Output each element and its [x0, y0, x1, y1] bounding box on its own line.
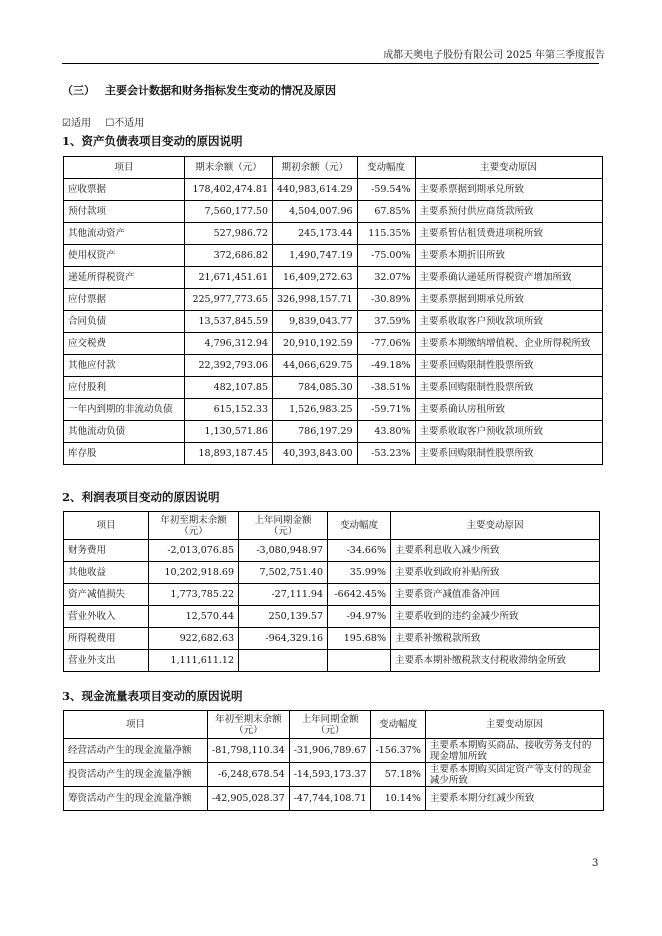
current-value-cell: -2,013,076.85 — [149, 540, 239, 562]
current-value-cell: 225,977,773.65 — [185, 289, 273, 311]
item-cell: 使用权资产 — [64, 245, 185, 267]
applicable-checkbox[interactable]: ☑适用 — [62, 118, 91, 129]
prior-value-cell: 1,490,747.19 — [273, 245, 358, 267]
reason-cell: 主要系票据到期承兑所致 — [415, 179, 602, 201]
balance-sheet-title: 1、资产负债表项目变动的原因说明 — [62, 134, 243, 148]
header-divider — [62, 63, 599, 64]
col-header: 主要变动原因 — [415, 157, 602, 179]
change-rate-cell: 32.07% — [357, 267, 415, 289]
reason-cell: 主要系确认递延所得税资产增加所致 — [415, 267, 602, 289]
table-row — [64, 267, 603, 289]
col-header — [289, 711, 371, 739]
col-header-line: （元） — [179, 525, 208, 537]
item-cell: 其他应付款 — [64, 355, 185, 377]
current-value-cell: 615,152.33 — [185, 399, 273, 421]
col-header: 项目 — [64, 512, 149, 540]
reason-cell: 主要系本期购买固定资产等支付的现金减少所致 — [425, 763, 603, 787]
prior-value-cell: 44,066,629.75 — [273, 355, 358, 377]
current-value-cell: 527,986.72 — [185, 223, 273, 245]
reason-cell: 主要系预付供应商货款所致 — [415, 201, 602, 223]
section-title-text: 主要会计数据和财务指标发生变动的情况及原因 — [105, 84, 336, 97]
prior-value-cell: -31,906,789.67 — [289, 739, 371, 763]
prior-value-cell: 7,502,751.40 — [239, 562, 328, 584]
table-row — [64, 355, 603, 377]
table-row — [64, 179, 603, 201]
income-statement-body — [64, 540, 600, 672]
prior-value-cell: 40,393,843.00 — [273, 443, 358, 465]
cash-flow-title: 3、现金流量表项目变动的原因说明 — [62, 689, 243, 703]
change-rate-cell — [328, 650, 391, 672]
prior-value-cell: 4,504,007.96 — [273, 201, 358, 223]
table-row — [64, 223, 603, 245]
col-header: 项目 — [64, 711, 208, 739]
current-value-cell: 482,107.85 — [185, 377, 273, 399]
current-value-cell: 1,111,611.12 — [149, 650, 239, 672]
table-row — [64, 739, 604, 763]
table-row — [64, 606, 600, 628]
current-value-cell: 7,560,177.50 — [185, 201, 273, 223]
table-row — [64, 650, 600, 672]
col-header: 变动幅度 — [357, 157, 415, 179]
item-cell: 营业外支出 — [64, 650, 149, 672]
table-row — [64, 421, 603, 443]
current-value-cell: -81,798,110.34 — [208, 739, 290, 763]
reason-cell: 主要系票据到期承兑所致 — [415, 289, 602, 311]
col-header-line: 年初至期末余额 — [160, 514, 227, 526]
col-header: 项目 — [64, 157, 185, 179]
table-row — [64, 540, 600, 562]
change-rate-cell: -49.18% — [357, 355, 415, 377]
prior-value-cell: 250,139.57 — [239, 606, 328, 628]
current-value-cell: 922,682.63 — [149, 628, 239, 650]
item-cell: 预付款项 — [64, 201, 185, 223]
table-row — [64, 245, 603, 267]
table-row — [64, 787, 604, 811]
table-row — [64, 399, 603, 421]
table-row — [64, 443, 603, 465]
income-statement-table — [63, 511, 600, 672]
col-header-line: 上年同期金额 — [254, 514, 312, 526]
col-header: 变动幅度 — [328, 512, 391, 540]
prior-value-cell: -964,329.16 — [239, 628, 328, 650]
table-row — [64, 289, 603, 311]
item-cell: 库存股 — [64, 443, 185, 465]
reason-cell: 主要系回购限制性股票所致 — [415, 443, 602, 465]
current-value-cell: 372,686.82 — [185, 245, 273, 267]
current-value-cell: 18,893,187.45 — [185, 443, 273, 465]
item-cell: 投资活动产生的现金流量净额 — [64, 763, 208, 787]
col-header-line: 上年同期金额 — [301, 713, 359, 725]
col-header — [208, 711, 290, 739]
table-row — [64, 311, 603, 333]
item-cell: 应交税费 — [64, 333, 185, 355]
prior-value-cell: -14,593,173.37 — [289, 763, 371, 787]
col-header: 期初余额（元） — [273, 157, 358, 179]
change-rate-cell: -59.54% — [357, 179, 415, 201]
prior-value-cell: -27,111.94 — [239, 584, 328, 606]
table-row — [64, 763, 604, 787]
change-rate-cell: 195.68% — [328, 628, 391, 650]
change-rate-cell: 67.85% — [357, 201, 415, 223]
reason-cell: 主要系补缴税款所致 — [391, 628, 600, 650]
col-header — [149, 512, 239, 540]
table-row — [64, 333, 603, 355]
section-title — [62, 82, 336, 98]
item-cell: 一年内到期的非流动负债 — [64, 399, 185, 421]
item-cell: 资产减值损失 — [64, 584, 149, 606]
current-value-cell: 4,796,312.94 — [185, 333, 273, 355]
cash-flow-body — [64, 739, 604, 811]
prior-value-cell: 784,085.30 — [273, 377, 358, 399]
prior-value-cell: 786,197.29 — [273, 421, 358, 443]
change-rate-cell: 115.35% — [357, 223, 415, 245]
item-cell: 应收票据 — [64, 179, 185, 201]
change-rate-cell: -34.66% — [328, 540, 391, 562]
col-header-line: （元） — [268, 525, 298, 537]
table-row — [64, 562, 600, 584]
item-cell: 所得税费用 — [64, 628, 149, 650]
change-rate-cell: 35.99% — [328, 562, 391, 584]
item-cell: 其他流动资产 — [64, 223, 185, 245]
prior-value-cell: 245,173.44 — [273, 223, 358, 245]
balance-sheet-table — [63, 156, 603, 465]
item-cell: 其他收益 — [64, 562, 149, 584]
change-rate-cell: -59.71% — [357, 399, 415, 421]
col-header-line: （元） — [234, 724, 263, 736]
table-row — [64, 201, 603, 223]
reason-cell: 主要系本期购买商品、接收劳务支付的现金增加所致 — [425, 739, 603, 763]
report-header: 成都天奥电子股份有限公司 2025 年第三季度报告 — [383, 50, 605, 61]
change-rate-cell: 57.18% — [371, 763, 425, 787]
item-cell: 递延所得税资产 — [64, 267, 185, 289]
change-rate-cell: -75.00% — [357, 245, 415, 267]
current-value-cell: -42,905,028.37 — [208, 787, 290, 811]
col-header: 变动幅度 — [371, 711, 425, 739]
change-rate-cell: -94.97% — [328, 606, 391, 628]
reason-cell: 主要系回购限制性股票所致 — [415, 377, 602, 399]
table-header-row — [64, 711, 604, 739]
reason-cell: 主要系本期补缴税款支付税收滞纳金所致 — [391, 650, 600, 672]
reason-cell: 主要系暂估租赁费进项税所致 — [415, 223, 602, 245]
col-header-line: 年初至期末余额 — [215, 713, 282, 725]
reason-cell: 主要系收取客户预收款项所致 — [415, 311, 602, 333]
item-cell: 其他流动负债 — [64, 421, 185, 443]
change-rate-cell: -6642.45% — [328, 584, 391, 606]
table-row — [64, 584, 600, 606]
income-statement-title: 2、利润表项目变动的原因说明 — [62, 490, 220, 504]
change-rate-cell: 10.14% — [371, 787, 425, 811]
table-row — [64, 628, 600, 650]
reason-cell: 主要系确认房租所致 — [415, 399, 602, 421]
change-rate-cell: -38.51% — [357, 377, 415, 399]
prior-value-cell: 20,910,192.59 — [273, 333, 358, 355]
col-header-line: （元） — [315, 724, 345, 736]
reason-cell: 主要系回购限制性股票所致 — [415, 355, 602, 377]
change-rate-cell: 43.80% — [357, 421, 415, 443]
reason-cell: 主要系收到的违约金减少所致 — [391, 606, 600, 628]
col-header: 主要变动原因 — [391, 512, 600, 540]
prior-value-cell: 326,998,157.71 — [273, 289, 358, 311]
change-rate-cell: 37.59% — [357, 311, 415, 333]
current-value-cell: 178,402,474.81 — [185, 179, 273, 201]
reason-cell: 主要系收到政府补贴所致 — [391, 562, 600, 584]
prior-value-cell: 16,409,272.63 — [273, 267, 358, 289]
table-row — [64, 377, 603, 399]
current-value-cell: 12,570.44 — [149, 606, 239, 628]
item-cell: 合同负债 — [64, 311, 185, 333]
balance-sheet-body — [64, 179, 603, 465]
col-header — [239, 512, 328, 540]
current-value-cell: -6,248,678.54 — [208, 763, 290, 787]
reason-cell: 主要系本期分红减少所致 — [425, 787, 603, 811]
change-rate-cell: -77.06% — [357, 333, 415, 355]
item-cell: 经营活动产生的现金流量净额 — [64, 739, 208, 763]
item-cell: 应付股利 — [64, 377, 185, 399]
change-rate-cell: -30.89% — [357, 289, 415, 311]
col-header: 期末余额（元） — [185, 157, 273, 179]
current-value-cell: 10,202,918.69 — [149, 562, 239, 584]
prior-value-cell: -3,080,948.97 — [239, 540, 328, 562]
table-header-row — [64, 157, 603, 179]
current-value-cell: 22,392,793.06 — [185, 355, 273, 377]
change-rate-cell: -53.23% — [357, 443, 415, 465]
reason-cell: 主要系收取客户预收款项所致 — [415, 421, 602, 443]
prior-value-cell: 440,983,614.29 — [273, 179, 358, 201]
current-value-cell: 13,537,845.59 — [185, 311, 273, 333]
table-header-row — [64, 512, 600, 540]
prior-value-cell: 1,526,983.25 — [273, 399, 358, 421]
reason-cell: 主要系本期缴纳增值税、企业所得税所致 — [415, 333, 602, 355]
reason-cell: 主要系资产减值准备冲回 — [391, 584, 600, 606]
item-cell: 财务费用 — [64, 540, 149, 562]
section-number: （三） — [62, 84, 95, 97]
reason-cell: 主要系本期折旧所致 — [415, 245, 602, 267]
page-number: 3 — [592, 858, 599, 869]
change-rate-cell: -156.37% — [371, 739, 425, 763]
prior-value-cell — [239, 650, 328, 672]
prior-value-cell: -47,744,108.71 — [289, 787, 371, 811]
col-header: 主要变动原因 — [425, 711, 603, 739]
current-value-cell: 1,130,571.86 — [185, 421, 273, 443]
current-value-cell: 1,773,785.22 — [149, 584, 239, 606]
item-cell: 应付票据 — [64, 289, 185, 311]
cash-flow-table — [63, 710, 604, 811]
not-applicable-checkbox[interactable]: ☐不适用 — [105, 118, 145, 129]
reason-cell: 主要系利息收入减少所致 — [391, 540, 600, 562]
applicability-row — [62, 114, 144, 129]
prior-value-cell: 9,839,043.77 — [273, 311, 358, 333]
item-cell: 营业外收入 — [64, 606, 149, 628]
current-value-cell: 21,671,451.61 — [185, 267, 273, 289]
item-cell: 筹资活动产生的现金流量净额 — [64, 787, 208, 811]
